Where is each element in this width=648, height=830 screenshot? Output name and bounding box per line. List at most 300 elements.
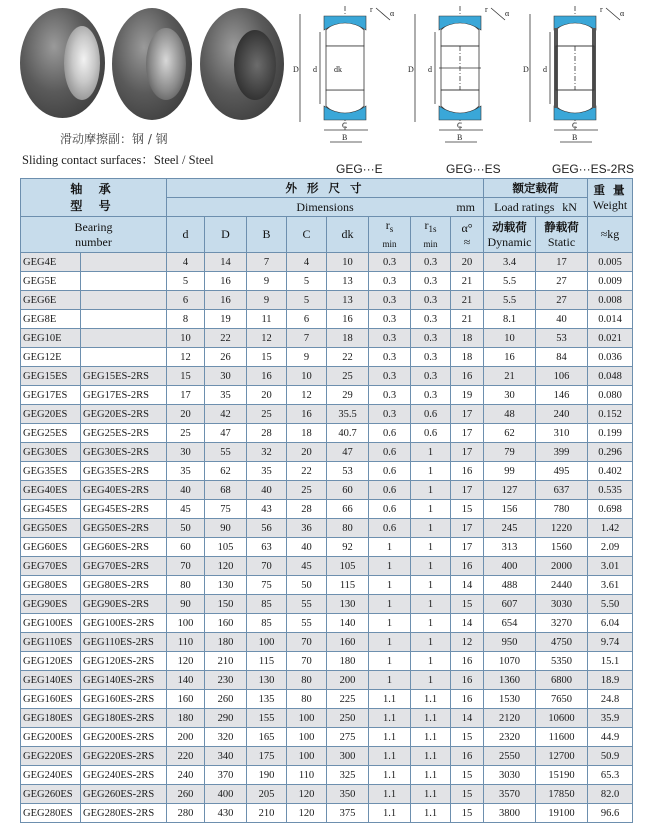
cell-rs: 0.3: [369, 272, 411, 291]
cell-d: 15: [167, 367, 205, 386]
cell-dk: 35.5: [327, 405, 369, 424]
header-dims-cn: 外 形 尺 寸: [167, 179, 484, 198]
cell-dyn: 1360: [484, 671, 536, 690]
cell-dk: 13: [327, 272, 369, 291]
cell-rs: 1: [369, 671, 411, 690]
cell-dyn: 3.4: [484, 253, 536, 272]
cell-a: 17: [451, 519, 484, 538]
cell-d: 45: [167, 500, 205, 519]
table-row: [21, 405, 633, 424]
cell-B: 28: [247, 424, 287, 443]
cell-d: 10: [167, 329, 205, 348]
cell-m2: [81, 310, 167, 329]
col-weight-unit: ≈kg: [588, 217, 633, 253]
svg-text:r: r: [370, 5, 373, 14]
cell-C: 16: [287, 405, 327, 424]
cell-w: 3.01: [588, 557, 633, 576]
cell-rs: 1.1: [369, 709, 411, 728]
cell-C: 50: [287, 576, 327, 595]
cell-rs: 1: [369, 576, 411, 595]
table-row: [21, 443, 633, 462]
col-dk: dk: [327, 217, 369, 253]
cell-B: 85: [247, 595, 287, 614]
cell-sta: 12700: [536, 747, 588, 766]
table-row: [21, 462, 633, 481]
diagram-label-e: GEG···E: [336, 162, 383, 176]
cell-r1s: 1.1: [411, 766, 451, 785]
cell-dk: 350: [327, 785, 369, 804]
diagram-label-es: GEG···ES: [446, 162, 501, 176]
cell-rs: 1.1: [369, 690, 411, 709]
cell-m2: GEG280ES-2RS: [81, 804, 167, 823]
cell-a: 17: [451, 424, 484, 443]
cell-sta: 27: [536, 291, 588, 310]
cell-w: 6.04: [588, 614, 633, 633]
cell-B: 75: [247, 576, 287, 595]
cell-D: 26: [205, 348, 247, 367]
cell-dyn: 488: [484, 576, 536, 595]
cell-r1s: 1: [411, 595, 451, 614]
cell-r1s: 0.3: [411, 291, 451, 310]
cell-a: 17: [451, 481, 484, 500]
svg-text:r: r: [600, 5, 603, 14]
cell-w: 15.1: [588, 652, 633, 671]
table-row: [21, 386, 633, 405]
caption-cn: 滑动摩擦副：钢 / 钢: [60, 132, 168, 146]
cell-rs: 1: [369, 614, 411, 633]
cell-dyn: 62: [484, 424, 536, 443]
cell-B: 210: [247, 804, 287, 823]
cell-m2: GEG110ES-2RS: [81, 633, 167, 652]
cell-C: 25: [287, 481, 327, 500]
cell-d: 110: [167, 633, 205, 652]
cell-w: 0.402: [588, 462, 633, 481]
cell-dk: 300: [327, 747, 369, 766]
cell-d: 180: [167, 709, 205, 728]
cell-a: 19: [451, 386, 484, 405]
cell-dyn: 10: [484, 329, 536, 348]
cell-w: 0.009: [588, 272, 633, 291]
cell-D: 19: [205, 310, 247, 329]
cell-C: 40: [287, 538, 327, 557]
diagram-geg-e: [290, 2, 405, 154]
cell-m2: GEG35ES-2RS: [81, 462, 167, 481]
cell-rs: 1.1: [369, 728, 411, 747]
diagram-geg-es: [405, 2, 520, 154]
table-row: [21, 709, 633, 728]
cell-w: 0.199: [588, 424, 633, 443]
cell-d: 6: [167, 291, 205, 310]
cell-C: 70: [287, 652, 327, 671]
cell-B: 135: [247, 690, 287, 709]
svg-text:D: D: [293, 65, 299, 74]
cell-m1: GEG8E: [21, 310, 81, 329]
cell-m1: GEG35ES: [21, 462, 81, 481]
cell-dyn: 2320: [484, 728, 536, 747]
table-row: [21, 329, 633, 348]
cell-C: 120: [287, 804, 327, 823]
cell-w: 18.9: [588, 671, 633, 690]
cell-dk: 140: [327, 614, 369, 633]
svg-text:D: D: [523, 65, 529, 74]
cell-dyn: 79: [484, 443, 536, 462]
cell-B: 16: [247, 367, 287, 386]
cell-d: 35: [167, 462, 205, 481]
cell-m2: GEG15ES-2RS: [81, 367, 167, 386]
cell-a: 16: [451, 652, 484, 671]
cell-dyn: 3800: [484, 804, 536, 823]
table-row: [21, 519, 633, 538]
cell-a: 15: [451, 595, 484, 614]
cell-w: 3.61: [588, 576, 633, 595]
cell-a: 17: [451, 405, 484, 424]
cell-C: 6: [287, 310, 327, 329]
cell-dk: 375: [327, 804, 369, 823]
cell-D: 105: [205, 538, 247, 557]
cell-sta: 17: [536, 253, 588, 272]
col-r1s: $r_{1s}$ min: [411, 217, 451, 253]
svg-text:B: B: [342, 133, 348, 142]
cell-D: 370: [205, 766, 247, 785]
cell-C: 100: [287, 747, 327, 766]
cell-D: 160: [205, 614, 247, 633]
cell-a: 14: [451, 709, 484, 728]
cell-sta: 2440: [536, 576, 588, 595]
cell-m2: GEG200ES-2RS: [81, 728, 167, 747]
cell-d: 90: [167, 595, 205, 614]
header-weight: 重 量 Weight: [588, 179, 633, 217]
cell-d: 20: [167, 405, 205, 424]
cell-r1s: 1: [411, 614, 451, 633]
cell-B: 25: [247, 405, 287, 424]
cell-dk: 160: [327, 633, 369, 652]
cell-r1s: 1.1: [411, 690, 451, 709]
cell-C: 120: [287, 785, 327, 804]
cell-sta: 146: [536, 386, 588, 405]
cell-r1s: 1.1: [411, 728, 451, 747]
cell-w: 0.535: [588, 481, 633, 500]
cell-a: 15: [451, 766, 484, 785]
cell-D: 120: [205, 557, 247, 576]
cell-D: 340: [205, 747, 247, 766]
cell-D: 16: [205, 291, 247, 310]
cell-dk: 25: [327, 367, 369, 386]
cell-sta: 1560: [536, 538, 588, 557]
cell-sta: 84: [536, 348, 588, 367]
cell-D: 90: [205, 519, 247, 538]
cell-sta: 240: [536, 405, 588, 424]
cell-dk: 200: [327, 671, 369, 690]
col-C: C: [287, 217, 327, 253]
cell-B: 43: [247, 500, 287, 519]
cell-sta: 495: [536, 462, 588, 481]
cell-w: 82.0: [588, 785, 633, 804]
bearing-photo-2: [112, 8, 192, 120]
cell-B: 155: [247, 709, 287, 728]
cell-D: 210: [205, 652, 247, 671]
cell-B: 9: [247, 291, 287, 310]
cell-m1: GEG110ES: [21, 633, 81, 652]
table-row: [21, 652, 633, 671]
cell-m2: [81, 348, 167, 367]
cell-m1: GEG4E: [21, 253, 81, 272]
cell-dyn: 2550: [484, 747, 536, 766]
cell-dk: 18: [327, 329, 369, 348]
cell-dk: 13: [327, 291, 369, 310]
cell-r1s: 1.1: [411, 709, 451, 728]
table-row: [21, 785, 633, 804]
cell-B: 12: [247, 329, 287, 348]
col-d: d: [167, 217, 205, 253]
cell-d: 4: [167, 253, 205, 272]
cell-C: 7: [287, 329, 327, 348]
cell-dk: 22: [327, 348, 369, 367]
cell-sta: 637: [536, 481, 588, 500]
cell-sta: 27: [536, 272, 588, 291]
svg-text:C: C: [342, 121, 348, 130]
cell-m1: GEG80ES: [21, 576, 81, 595]
cell-d: 100: [167, 614, 205, 633]
cell-D: 320: [205, 728, 247, 747]
cell-B: 32: [247, 443, 287, 462]
cell-a: 20: [451, 253, 484, 272]
table-row: [21, 557, 633, 576]
cell-r1s: 1: [411, 557, 451, 576]
cell-rs: 1: [369, 633, 411, 652]
cell-rs: 0.6: [369, 424, 411, 443]
cell-D: 42: [205, 405, 247, 424]
cell-r1s: 1: [411, 500, 451, 519]
cell-dyn: 607: [484, 595, 536, 614]
cell-m1: GEG280ES: [21, 804, 81, 823]
cell-C: 70: [287, 633, 327, 652]
cell-w: 0.048: [588, 367, 633, 386]
col-B: B: [247, 217, 287, 253]
cell-a: 21: [451, 310, 484, 329]
table-row: [21, 671, 633, 690]
cell-B: 175: [247, 747, 287, 766]
cell-dk: 180: [327, 652, 369, 671]
cell-w: 44.9: [588, 728, 633, 747]
cell-r1s: 1: [411, 519, 451, 538]
cell-a: 16: [451, 462, 484, 481]
cell-B: 85: [247, 614, 287, 633]
cell-d: 40: [167, 481, 205, 500]
cell-rs: 0.6: [369, 443, 411, 462]
cell-D: 47: [205, 424, 247, 443]
cell-r1s: 0.3: [411, 386, 451, 405]
cell-w: 0.005: [588, 253, 633, 272]
cell-m2: GEG17ES-2RS: [81, 386, 167, 405]
cell-r1s: 0.3: [411, 253, 451, 272]
cell-m2: [81, 253, 167, 272]
cell-d: 280: [167, 804, 205, 823]
bearing-photo-3: [200, 8, 284, 120]
cell-C: 18: [287, 424, 327, 443]
svg-text:d: d: [543, 65, 547, 74]
cell-sta: 4750: [536, 633, 588, 652]
table-row: [21, 253, 633, 272]
cell-d: 5: [167, 272, 205, 291]
table-row: [21, 291, 633, 310]
cell-sta: 5350: [536, 652, 588, 671]
cell-m1: GEG200ES: [21, 728, 81, 747]
svg-text:B: B: [457, 133, 463, 142]
cell-sta: 399: [536, 443, 588, 462]
cell-d: 80: [167, 576, 205, 595]
cell-dyn: 16: [484, 348, 536, 367]
cell-D: 30: [205, 367, 247, 386]
cell-r1s: 0.3: [411, 329, 451, 348]
cell-C: 9: [287, 348, 327, 367]
product-photos: [20, 6, 285, 126]
cell-m1: GEG15ES: [21, 367, 81, 386]
svg-text:dk: dk: [334, 65, 342, 74]
svg-text:D: D: [408, 65, 414, 74]
table-row: [21, 310, 633, 329]
cell-d: 260: [167, 785, 205, 804]
cell-d: 50: [167, 519, 205, 538]
cell-a: 18: [451, 329, 484, 348]
cell-r1s: 0.3: [411, 310, 451, 329]
cell-sta: 19100: [536, 804, 588, 823]
cell-w: 50.9: [588, 747, 633, 766]
svg-text:C: C: [457, 121, 463, 130]
svg-text:C: C: [572, 121, 578, 130]
col-alpha: α° ≈: [451, 217, 484, 253]
diagram-geg-es-2rs: [520, 2, 635, 154]
cell-a: 21: [451, 291, 484, 310]
cell-w: 0.014: [588, 310, 633, 329]
cell-dk: 130: [327, 595, 369, 614]
cell-C: 12: [287, 386, 327, 405]
diagram-label-es-2rs: GEG···ES-2RS: [552, 162, 635, 176]
svg-text:r: r: [485, 5, 488, 14]
cell-rs: 1.1: [369, 766, 411, 785]
cell-m1: GEG20ES: [21, 405, 81, 424]
cell-rs: 0.6: [369, 462, 411, 481]
cell-w: 0.008: [588, 291, 633, 310]
cell-w: 0.036: [588, 348, 633, 367]
cell-rs: 0.3: [369, 348, 411, 367]
cell-dk: 225: [327, 690, 369, 709]
cell-D: 260: [205, 690, 247, 709]
cell-B: 115: [247, 652, 287, 671]
cell-sta: 15190: [536, 766, 588, 785]
cell-d: 120: [167, 652, 205, 671]
cell-C: 20: [287, 443, 327, 462]
cell-dyn: 1530: [484, 690, 536, 709]
cell-dk: 80: [327, 519, 369, 538]
cell-r1s: 1: [411, 481, 451, 500]
table-row: [21, 424, 633, 443]
cell-w: 0.021: [588, 329, 633, 348]
cell-rs: 1.1: [369, 804, 411, 823]
cell-d: 200: [167, 728, 205, 747]
cell-dyn: 5.5: [484, 291, 536, 310]
cell-m1: GEG220ES: [21, 747, 81, 766]
cell-m1: GEG160ES: [21, 690, 81, 709]
cell-sta: 310: [536, 424, 588, 443]
cell-w: 1.42: [588, 519, 633, 538]
svg-text:d: d: [428, 65, 432, 74]
svg-text:d: d: [313, 65, 317, 74]
cell-m2: GEG120ES-2RS: [81, 652, 167, 671]
cell-rs: 0.3: [369, 291, 411, 310]
cell-D: 14: [205, 253, 247, 272]
cell-sta: 17850: [536, 785, 588, 804]
header-model: 轴 承 型 号: [21, 179, 167, 217]
cell-dk: 115: [327, 576, 369, 595]
cell-r1s: 1: [411, 462, 451, 481]
cell-dyn: 30: [484, 386, 536, 405]
cell-C: 100: [287, 709, 327, 728]
cell-m1: GEG25ES: [21, 424, 81, 443]
table-row: [21, 576, 633, 595]
cell-dyn: 21: [484, 367, 536, 386]
cell-a: 16: [451, 747, 484, 766]
cell-m2: GEG160ES-2RS: [81, 690, 167, 709]
cell-m1: GEG30ES: [21, 443, 81, 462]
cell-w: 5.50: [588, 595, 633, 614]
table-row: [21, 728, 633, 747]
cell-m2: GEG80ES-2RS: [81, 576, 167, 595]
cell-m1: GEG140ES: [21, 671, 81, 690]
cell-m1: GEG120ES: [21, 652, 81, 671]
col-D: D: [205, 217, 247, 253]
table-row: [21, 633, 633, 652]
cell-w: 24.8: [588, 690, 633, 709]
cell-m2: GEG260ES-2RS: [81, 785, 167, 804]
cell-m2: GEG90ES-2RS: [81, 595, 167, 614]
cell-rs: 1: [369, 538, 411, 557]
cell-m2: GEG45ES-2RS: [81, 500, 167, 519]
cell-rs: 0.3: [369, 405, 411, 424]
cell-B: 70: [247, 557, 287, 576]
cell-sta: 53: [536, 329, 588, 348]
cell-m2: [81, 291, 167, 310]
col-dynamic: 动载荷 Dynamic: [484, 217, 536, 253]
cell-a: 12: [451, 633, 484, 652]
cell-m1: GEG12E: [21, 348, 81, 367]
cell-w: 0.080: [588, 386, 633, 405]
cell-m1: GEG5E: [21, 272, 81, 291]
cell-m1: GEG260ES: [21, 785, 81, 804]
cell-D: 290: [205, 709, 247, 728]
cell-r1s: 0.3: [411, 348, 451, 367]
cell-m1: GEG70ES: [21, 557, 81, 576]
cell-r1s: 1.1: [411, 747, 451, 766]
cell-dk: 10: [327, 253, 369, 272]
cell-dyn: 3570: [484, 785, 536, 804]
cell-m2: GEG25ES-2RS: [81, 424, 167, 443]
cell-m2: [81, 329, 167, 348]
cell-m1: GEG240ES: [21, 766, 81, 785]
cell-d: 70: [167, 557, 205, 576]
cell-D: 400: [205, 785, 247, 804]
cell-rs: 0.6: [369, 481, 411, 500]
cell-m2: GEG220ES-2RS: [81, 747, 167, 766]
cell-sta: 106: [536, 367, 588, 386]
svg-text:α: α: [505, 9, 510, 18]
cell-d: 240: [167, 766, 205, 785]
cell-a: 15: [451, 728, 484, 747]
cell-rs: 0.3: [369, 367, 411, 386]
cell-dyn: 245: [484, 519, 536, 538]
cell-B: 11: [247, 310, 287, 329]
cell-m1: GEG90ES: [21, 595, 81, 614]
cell-D: 150: [205, 595, 247, 614]
